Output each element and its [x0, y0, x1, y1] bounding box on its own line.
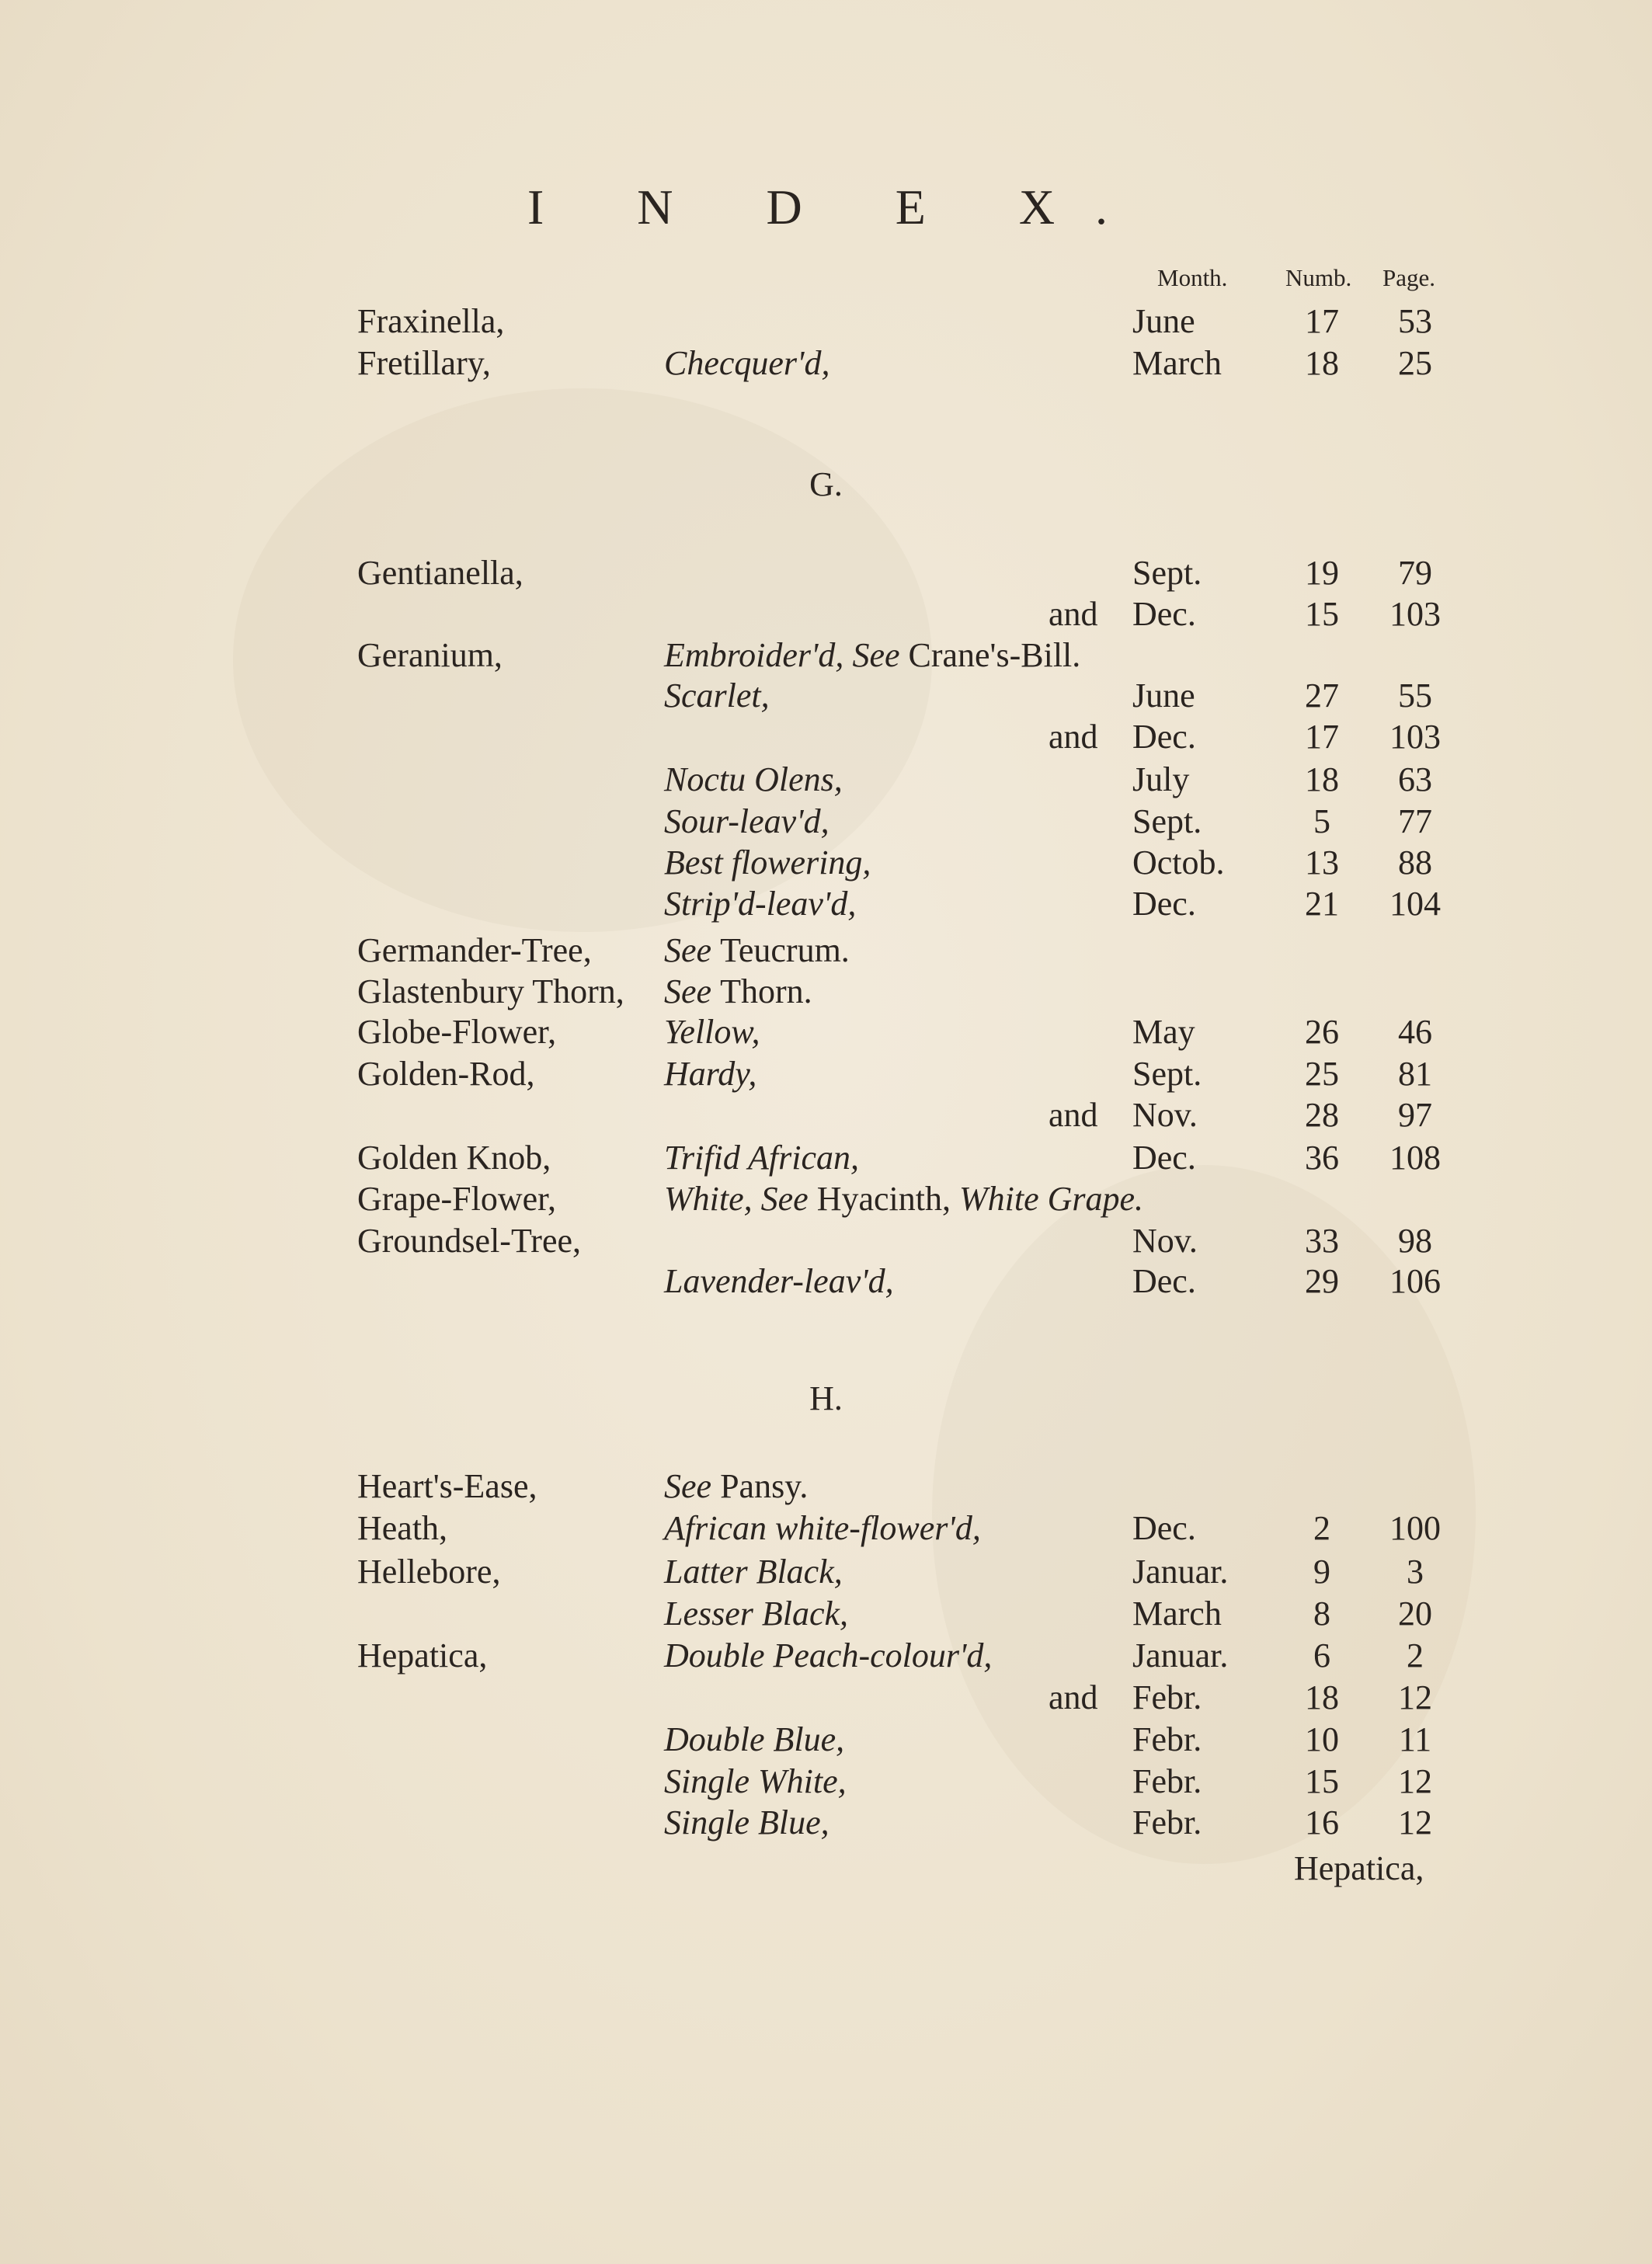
page-cell: 12: [1398, 1803, 1432, 1841]
month-cell: Januar.: [1132, 1553, 1229, 1591]
entry-reference: [664, 1179, 1143, 1219]
page-cell: 12: [1398, 1678, 1432, 1716]
month-cell: Januar.: [1132, 1636, 1229, 1675]
month-cell: Dec.: [1132, 1509, 1196, 1547]
number-cell: 25: [1305, 1055, 1339, 1093]
entry-variety: Single Blue,: [664, 1803, 829, 1841]
see-text: See: [852, 636, 900, 674]
entry-name: Fretillary,: [357, 344, 491, 382]
entry-variety: Hardy,: [664, 1055, 757, 1093]
section-heading-h: H.: [809, 1379, 843, 1417]
number-cell: 15: [1305, 595, 1339, 633]
number-cell: 17: [1305, 302, 1339, 340]
page-header: Page.: [1382, 264, 1436, 291]
page-cell: 63: [1398, 760, 1432, 798]
variety-text: See: [664, 931, 712, 969]
number-cell: 5: [1313, 802, 1330, 840]
and-text: and: [1049, 595, 1098, 633]
and-text: and: [1049, 1096, 1098, 1134]
page-title: I N D E X.: [527, 179, 1149, 235]
month-cell: Sept.: [1132, 1055, 1202, 1093]
index-row: [0, 594, 1652, 641]
index-row: [0, 1761, 1652, 1808]
index-row: [0, 717, 1652, 763]
and-text: and: [1049, 1678, 1098, 1716]
index-row: [0, 676, 1652, 722]
variety-text: White,: [664, 1180, 753, 1218]
page-cell: 11: [1398, 1720, 1432, 1758]
page-cell: 77: [1398, 802, 1432, 840]
number-cell: 19: [1305, 554, 1339, 592]
see-text: See: [760, 1180, 809, 1218]
number-cell: 36: [1305, 1139, 1339, 1177]
cross-reference: Crane's-Bill.: [908, 636, 1081, 674]
number-cell: 33: [1305, 1222, 1339, 1260]
index-row: [0, 1720, 1652, 1766]
cross-reference: Thorn.: [720, 972, 812, 1010]
number-cell: 6: [1313, 1636, 1330, 1675]
entry-variety: Single White,: [664, 1762, 847, 1800]
cross-reference: Hyacinth,: [816, 1180, 951, 1218]
index-row: [0, 1678, 1652, 1724]
month-cell: Sept.: [1132, 554, 1202, 592]
index-row: [0, 1803, 1652, 1849]
index-row: [0, 1261, 1652, 1308]
index-row: [0, 1095, 1652, 1142]
index-row: [0, 1466, 1652, 1513]
index-row: [0, 760, 1652, 806]
index-row: [0, 635, 1652, 682]
entry-name: Grape-Flower,: [357, 1180, 557, 1218]
cross-reference: Pansy.: [720, 1467, 809, 1505]
index-row: [0, 343, 1652, 390]
variety-text: Embroider'd,: [664, 636, 844, 674]
variety-text: See: [664, 972, 712, 1010]
entry-name: Glastenbury Thorn,: [357, 972, 624, 1010]
month-cell: Dec.: [1132, 595, 1196, 633]
index-row: [0, 1054, 1652, 1101]
entry-variety: Best flowering,: [664, 843, 871, 882]
entry-name: Heath,: [357, 1509, 448, 1547]
page-cell: 97: [1398, 1096, 1432, 1134]
page-cell: 2: [1407, 1636, 1424, 1675]
index-row: [0, 1508, 1652, 1555]
entry-variety: Noctu Olens,: [664, 760, 843, 798]
entry-reference: [664, 635, 1080, 675]
month-cell: Nov.: [1132, 1222, 1198, 1260]
month-cell: Octob.: [1132, 843, 1225, 882]
page-cell: 3: [1407, 1553, 1424, 1591]
month-cell: June: [1132, 676, 1195, 715]
numb-header: Numb.: [1285, 264, 1352, 291]
entry-reference: [664, 1466, 808, 1506]
index-row: [0, 843, 1652, 889]
month-cell: Dec.: [1132, 718, 1196, 756]
entry-name: Golden-Rod,: [357, 1055, 535, 1093]
page-cell: 88: [1398, 843, 1432, 882]
variety-text: See: [664, 1467, 712, 1505]
cross-reference: Teucrum.: [720, 931, 850, 969]
index-row: [0, 1221, 1652, 1268]
month-cell: Sept.: [1132, 802, 1202, 840]
entry-reference: [664, 930, 850, 970]
entry-variety: Double Blue,: [664, 1720, 845, 1758]
number-cell: 21: [1305, 885, 1339, 923]
number-cell: 16: [1305, 1803, 1339, 1841]
entry-name: Fraxinella,: [357, 302, 505, 340]
index-row: [0, 301, 1652, 348]
entry-variety: Yellow,: [664, 1013, 760, 1051]
index-row: [0, 1636, 1652, 1682]
index-row: [0, 553, 1652, 600]
section-heading-g: G.: [809, 465, 843, 503]
entry-variety: Double Peach-colour'd,: [664, 1636, 993, 1675]
page-cell: 53: [1398, 302, 1432, 340]
month-cell: Febr.: [1132, 1762, 1202, 1800]
number-cell: 26: [1305, 1013, 1339, 1051]
page-cell: 103: [1389, 718, 1441, 756]
page-cell: 12: [1398, 1762, 1432, 1800]
page-cell: 106: [1389, 1262, 1441, 1300]
index-row: [0, 1179, 1652, 1226]
month-cell: Nov.: [1132, 1096, 1198, 1134]
entry-reference: [664, 972, 812, 1011]
page-cell: 25: [1398, 344, 1432, 382]
entry-variety: Trifid African,: [664, 1139, 860, 1177]
number-cell: 28: [1305, 1096, 1339, 1134]
index-row: [0, 1012, 1652, 1059]
entry-name: Hepatica,: [357, 1636, 488, 1675]
index-row: [0, 1552, 1652, 1598]
entry-name: Germander-Tree,: [357, 931, 592, 969]
index-row: [0, 930, 1652, 977]
entry-name: Gentianella,: [357, 554, 523, 592]
month-header: Month.: [1157, 264, 1228, 291]
entry-variety: Latter Black,: [664, 1553, 843, 1591]
month-cell: June: [1132, 302, 1195, 340]
page-cell: 104: [1389, 885, 1441, 923]
entry-name: Geranium,: [357, 636, 503, 674]
page-cell: 100: [1389, 1509, 1441, 1547]
index-row: [0, 972, 1652, 1018]
month-cell: Febr.: [1132, 1803, 1202, 1841]
number-cell: 27: [1305, 676, 1339, 715]
index-row: [0, 884, 1652, 930]
entry-variety: Scarlet,: [664, 676, 770, 715]
index-row: [0, 802, 1652, 848]
page-cell: 98: [1398, 1222, 1432, 1260]
page-cell: 79: [1398, 554, 1432, 592]
entry-name: Golden Knob,: [357, 1139, 551, 1177]
number-cell: 18: [1305, 344, 1339, 382]
page-cell: 55: [1398, 676, 1432, 715]
number-cell: 9: [1313, 1553, 1330, 1591]
month-cell: Dec.: [1132, 885, 1196, 923]
month-cell: Dec.: [1132, 1262, 1196, 1300]
number-cell: 2: [1313, 1509, 1330, 1547]
entry-variety: African white-flower'd,: [664, 1509, 981, 1547]
entry-variety: Checquer'd,: [664, 344, 830, 382]
entry-name: Hellebore,: [357, 1553, 501, 1591]
index-row: [0, 1138, 1652, 1184]
entry-name: Heart's-Ease,: [357, 1467, 537, 1505]
number-cell: 17: [1305, 718, 1339, 756]
entry-variety: Strip'd-leav'd,: [664, 885, 857, 923]
number-cell: 18: [1305, 1678, 1339, 1716]
number-cell: 15: [1305, 1762, 1339, 1800]
entry-variety: Sour-leav'd,: [664, 802, 829, 840]
entry-variety: Lavender-leav'd,: [664, 1262, 894, 1300]
month-cell: May: [1132, 1013, 1195, 1051]
entry-name: Globe-Flower,: [357, 1013, 557, 1051]
page-cell: 108: [1389, 1139, 1441, 1177]
month-cell: July: [1132, 760, 1190, 798]
entry-name: Groundsel-Tree,: [357, 1222, 581, 1260]
page-cell: 20: [1398, 1595, 1432, 1633]
month-cell: March: [1132, 344, 1222, 382]
page-cell: 46: [1398, 1013, 1432, 1051]
catchword: Hepatica,: [1294, 1849, 1424, 1887]
number-cell: 18: [1305, 760, 1339, 798]
entry-variety: Lesser Black,: [664, 1595, 849, 1633]
month-cell: March: [1132, 1595, 1222, 1633]
month-cell: Dec.: [1132, 1139, 1196, 1177]
number-cell: 13: [1305, 843, 1339, 882]
number-cell: 10: [1305, 1720, 1339, 1758]
index-row: [0, 1594, 1652, 1640]
page-cell: 103: [1389, 595, 1441, 633]
number-cell: 29: [1305, 1262, 1339, 1300]
month-cell: Febr.: [1132, 1678, 1202, 1716]
number-cell: 8: [1313, 1595, 1330, 1633]
and-text: and: [1049, 718, 1098, 756]
variety-text: White Grape.: [959, 1180, 1144, 1218]
month-cell: Febr.: [1132, 1720, 1202, 1758]
page-cell: 81: [1398, 1055, 1432, 1093]
